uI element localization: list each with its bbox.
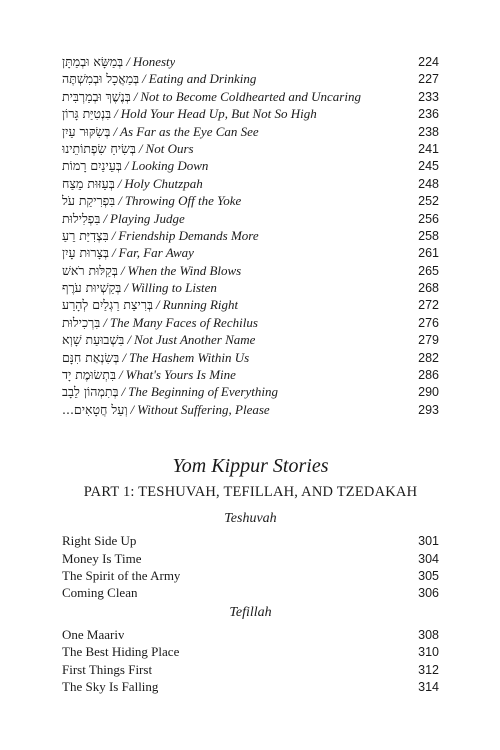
- entry-hebrew: בִּפְלִילוּת: [62, 210, 101, 226]
- toc-entry[interactable]: [62, 643, 439, 660]
- entry-title: What's Yours Is Mine: [125, 367, 236, 383]
- entry-separator: /: [117, 175, 122, 191]
- toc-page: [62, 53, 439, 695]
- entry-page-number: 301: [418, 534, 439, 549]
- entry-hebrew: בְּקַלּוּת רֹאשׁ: [62, 262, 118, 278]
- entry-page-number: 276: [418, 315, 439, 330]
- entry-hebrew: בְּצָרוּת עָיִן: [62, 245, 110, 261]
- entry-hebrew: בְּרִיצַת רַגְלַיִם לְהָרַע: [62, 297, 154, 313]
- toc-entry[interactable]: [62, 140, 439, 157]
- entry-title: Playing Judge: [110, 210, 185, 226]
- part-title: PART 1: TESHUVAH, TEFILLAH, AND TZEDAKAH: [83, 484, 418, 501]
- entry-separator: /: [114, 106, 118, 122]
- entry-title: The Sky Is Falling: [62, 678, 159, 694]
- entry-page-number: 258: [418, 228, 439, 243]
- entry-separator: /: [103, 210, 107, 226]
- entry-separator: /: [113, 123, 118, 139]
- toc-entry[interactable]: [62, 661, 439, 678]
- entry-hebrew: בִּתְשׂוּמֶת יָד: [62, 367, 116, 383]
- entry-separator: /: [118, 193, 122, 209]
- section-title: Yom Kippur Stories: [172, 455, 329, 478]
- toc-entry[interactable]: [62, 262, 439, 279]
- toc-entry[interactable]: [62, 105, 439, 122]
- entry-title: The Beginning of Everything: [128, 384, 278, 400]
- entry-hebrew: וְעַל חֲטָאִים...: [62, 401, 128, 417]
- toc-entry[interactable]: [62, 383, 439, 400]
- toc-entry[interactable]: [62, 123, 439, 140]
- entry-page-number: 241: [418, 141, 439, 156]
- entry-title: Honesty: [132, 54, 176, 69]
- entry-title: The Best Hiding Place: [62, 644, 180, 660]
- entry-page-number: 238: [418, 124, 439, 139]
- entry-page-number: 293: [418, 402, 439, 417]
- toc-entry[interactable]: [62, 331, 439, 348]
- tefillah-list: [62, 626, 439, 696]
- entry-title: The Hashem Within Us: [128, 349, 250, 365]
- entry-title: Holy Chutzpah: [124, 175, 203, 191]
- entry-page-number: 305: [418, 568, 439, 583]
- entry-hebrew: בְּמַשָּׂא וּבְמַתָּן: [62, 54, 124, 69]
- entry-separator: /: [124, 280, 128, 296]
- entry-separator: /: [122, 349, 126, 365]
- entry-hebrew: בְּשִׂיחַ שִׂפְתוֹתֵינוּ: [62, 140, 136, 156]
- entry-page-number: 245: [418, 159, 439, 174]
- toc-entry[interactable]: [62, 244, 439, 261]
- entry-page-number: 290: [418, 385, 439, 400]
- toc-entry[interactable]: [62, 626, 439, 643]
- entry-hebrew: בְּשִׂקּוּר עַיִן: [62, 123, 111, 139]
- entry-title: Eating and Drinking: [148, 71, 257, 87]
- entry-hebrew: בִּנְטִיַּת גָּרוֹן: [62, 106, 112, 122]
- entry-separator: /: [133, 88, 138, 104]
- teshuvah-list: [62, 532, 439, 602]
- entry-title: Not to Become Coldhearted and Uncaring: [140, 88, 361, 104]
- entry-separator: /: [138, 140, 143, 156]
- entry-page-number: 268: [418, 281, 439, 296]
- toc-entry[interactable]: [62, 227, 439, 244]
- entry-separator: /: [112, 245, 116, 261]
- toc-entry[interactable]: [62, 349, 439, 366]
- entry-separator: /: [142, 71, 146, 87]
- entry-separator: /: [156, 297, 160, 313]
- toc-entry[interactable]: [62, 192, 439, 209]
- entry-title: Willing to Listen: [130, 280, 217, 296]
- entry-page-number: 286: [418, 368, 439, 383]
- entry-title: The Many Faces of Rechilus: [109, 314, 258, 330]
- entry-hebrew: בְּשִׂנְאַת חִנָּם: [62, 349, 120, 365]
- toc-entry[interactable]: [62, 567, 439, 584]
- entry-title: Throwing Off the Yoke: [124, 193, 242, 209]
- entry-title: Right Side Up: [62, 533, 137, 549]
- entry-page-number: 256: [418, 211, 439, 226]
- entry-separator: /: [127, 332, 131, 348]
- entry-hebrew: בְּמַאֲכָל וּבְמִשְׁתֶּה: [62, 71, 140, 87]
- entry-separator: /: [119, 367, 123, 383]
- toc-entry[interactable]: [62, 210, 439, 227]
- entry-page-number: 272: [418, 298, 439, 313]
- entry-title: Far, Far Away: [118, 245, 194, 261]
- subsection-heading-tefillah: Tefillah: [229, 604, 272, 620]
- entry-hebrew: בְּקַשְׁיוּת עֹרֶף: [62, 280, 122, 296]
- entry-page-number: 310: [418, 645, 439, 660]
- entry-page-number: 252: [418, 194, 439, 209]
- toc-hebrew-entries: [62, 53, 439, 418]
- entry-page-number: 308: [418, 627, 439, 642]
- toc-entry[interactable]: [62, 157, 439, 174]
- toc-entry[interactable]: [62, 175, 439, 192]
- entry-hebrew: בִּצְדִיַּת רֵעַ: [62, 227, 109, 243]
- toc-entry[interactable]: [62, 296, 439, 313]
- entry-page-number: 233: [418, 89, 439, 104]
- toc-entry[interactable]: [62, 88, 439, 105]
- toc-entry[interactable]: [62, 532, 439, 549]
- entry-title: Friendship Demands More: [118, 227, 259, 243]
- toc-entry[interactable]: [62, 584, 439, 601]
- entry-separator: /: [111, 227, 116, 243]
- entry-page-number: 224: [418, 55, 439, 69]
- entry-separator: /: [121, 384, 126, 400]
- entry-page-number: 261: [418, 246, 439, 261]
- entry-page-number: 279: [418, 333, 439, 348]
- toc-entry[interactable]: [62, 70, 439, 87]
- entry-separator: /: [103, 314, 107, 330]
- entry-title: The Spirit of the Army: [62, 567, 181, 583]
- entry-title: Not Just Another Name: [133, 332, 256, 348]
- entry-page-number: 248: [418, 176, 439, 191]
- entry-title: Running Right: [162, 297, 239, 313]
- entry-hebrew: בִּשְׁבוּעַת שָׁוְא: [62, 332, 125, 348]
- entry-separator: /: [124, 158, 129, 174]
- entry-title: One Maariv: [62, 626, 125, 642]
- entry-title: Coming Clean: [62, 585, 138, 601]
- entry-page-number: 282: [418, 350, 439, 365]
- entry-page-number: 265: [418, 263, 439, 278]
- entry-title: First Things First: [62, 661, 153, 677]
- subsection-heading-teshuvah: Teshuvah: [224, 511, 277, 527]
- entry-hebrew: בְּנֶשֶׁךְ וּבְמַרְבִּית: [62, 88, 131, 104]
- entry-separator: /: [120, 262, 125, 278]
- entry-hebrew: בְּעֵינַיִם רָמוֹת: [62, 158, 122, 174]
- toc-entry[interactable]: [62, 279, 439, 296]
- entry-separator: /: [126, 54, 130, 69]
- entry-page-number: 312: [418, 662, 439, 677]
- entry-page-number: 306: [418, 586, 439, 601]
- toc-entry[interactable]: [62, 678, 439, 695]
- toc-entry[interactable]: [62, 550, 439, 567]
- entry-title: As Far as the Eye Can See: [120, 123, 259, 139]
- entry-page-number: 304: [418, 551, 439, 566]
- entry-separator: /: [130, 401, 135, 417]
- entry-hebrew: בְּתִמְהוֹן לֵבָב: [62, 384, 119, 400]
- entry-title: Hold Your Head Up, But Not So High: [120, 106, 317, 122]
- toc-entry[interactable]: [62, 53, 439, 70]
- toc-entry[interactable]: [62, 401, 439, 418]
- entry-hebrew: בְּעַזּוּת מֵצַח: [62, 175, 115, 191]
- entry-title: Looking Down: [131, 158, 209, 174]
- toc-entry[interactable]: [62, 366, 439, 383]
- toc-entry[interactable]: [62, 314, 439, 331]
- entry-title: When the Wind Blows: [127, 262, 242, 278]
- entry-hebrew: בִּפְרִיקַת עֹל: [62, 193, 116, 209]
- entry-page-number: 314: [418, 679, 439, 694]
- entry-title: Not Ours: [145, 140, 194, 156]
- entry-page-number: 236: [418, 107, 439, 122]
- entry-title: Without Suffering, Please: [137, 401, 270, 417]
- entry-title: Money Is Time: [62, 550, 142, 566]
- entry-page-number: 227: [418, 72, 439, 87]
- entry-hebrew: בִּרְכִילוּת: [62, 314, 101, 330]
